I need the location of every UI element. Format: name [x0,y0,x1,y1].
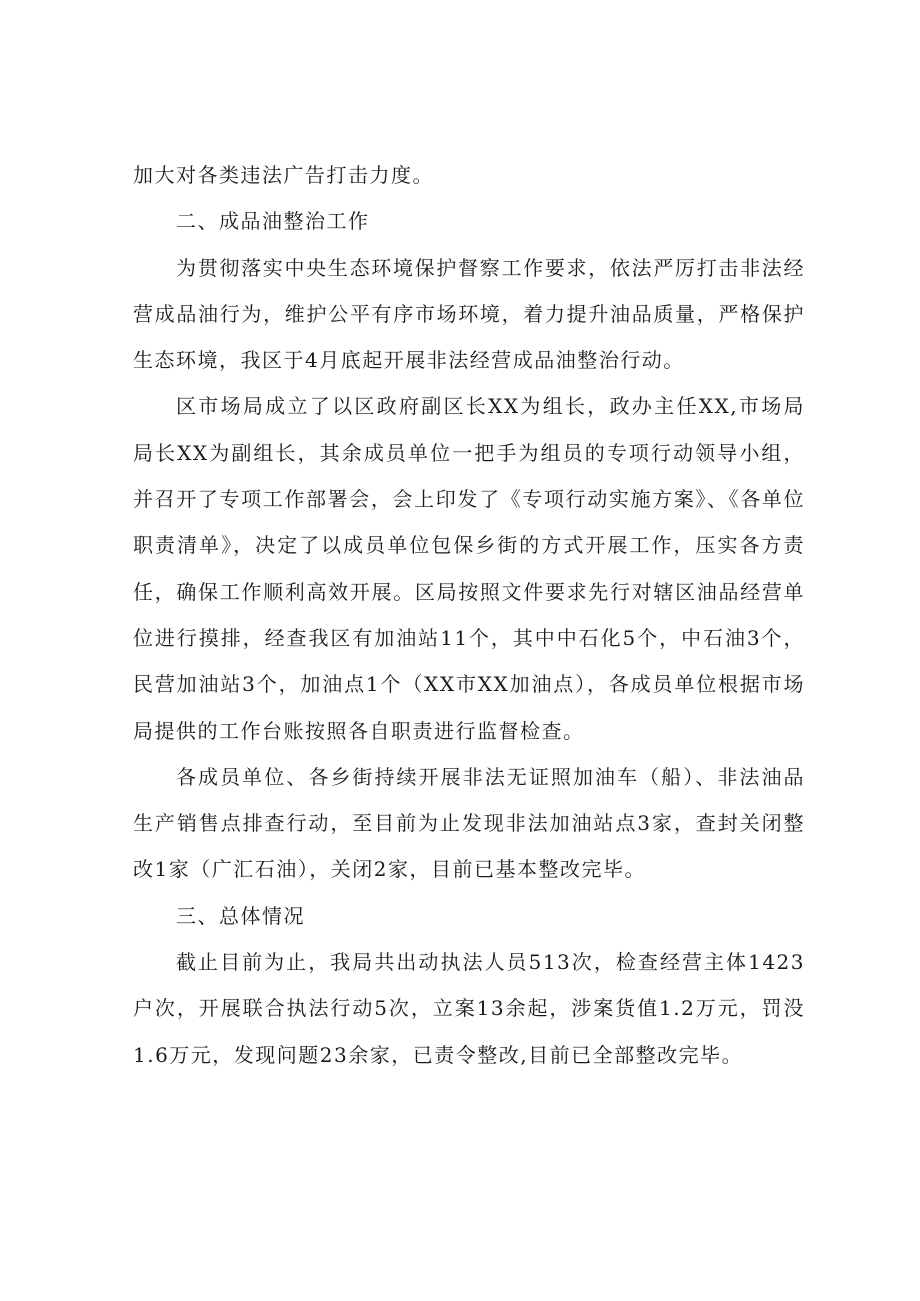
paragraph-overall-summary: 截止目前为止，我局共出动执法人员513次，检查经营主体1423户次，开展联合执法行动5次，立案13余起，涉案货值1.2万元，罚没1.6万元，发现问题23余家，已责令整改,目前已全部整改完毕。 [133,950,805,1067]
document-body [133,152,805,1078]
section-heading-overall: 三、总体情况 [176,903,305,928]
section-heading-refined-oil: 二、成品油整治工作 [176,209,370,234]
paragraph-oil-organization: 区市场局成立了以区政府副区长XX为组长，政办主任XX,市场局局长XX为副组长，其余成员单位一把手为组员的专项行动领导小组，并召开了专项工作部署会，会上印发了《专项行动实施方案》、《各单位职责清单》，决定了以成员单位包保乡街的方式开展工作，压实各方责任，确保工作顺利高效开展。区局按照文件要求先行对辖区油品经营单位进行摸排，经查我区有加油站11个，其中中石化5个，中石油3个，民营加油站3个，加油点1个（XX市XX加油点），各成员单位根据市场局提供的工作台账按照各自职责进行监督检查。 [133,394,805,743]
paragraph-continuation: 加大对各类违法广告打击力度。 [133,163,434,187]
paragraph-oil-inspection: 各成员单位、各乡街持续开展非法无证照加油车（船）、非法油品生产销售点排查行动，至目前为止发现非法加油站点3家，查封关闭整改1家（广汇石油），关闭2家，目前已基本整改完毕。 [133,764,805,882]
paragraph-oil-intro: 为贯彻落实中央生态环境保护督察工作要求，依法严厉打击非法经营成品油行为，维护公平有序市场环境，着力提升油品质量，严格保护生态环境，我区于4月底起开展非法经营成品油整治行动。 [133,255,805,373]
